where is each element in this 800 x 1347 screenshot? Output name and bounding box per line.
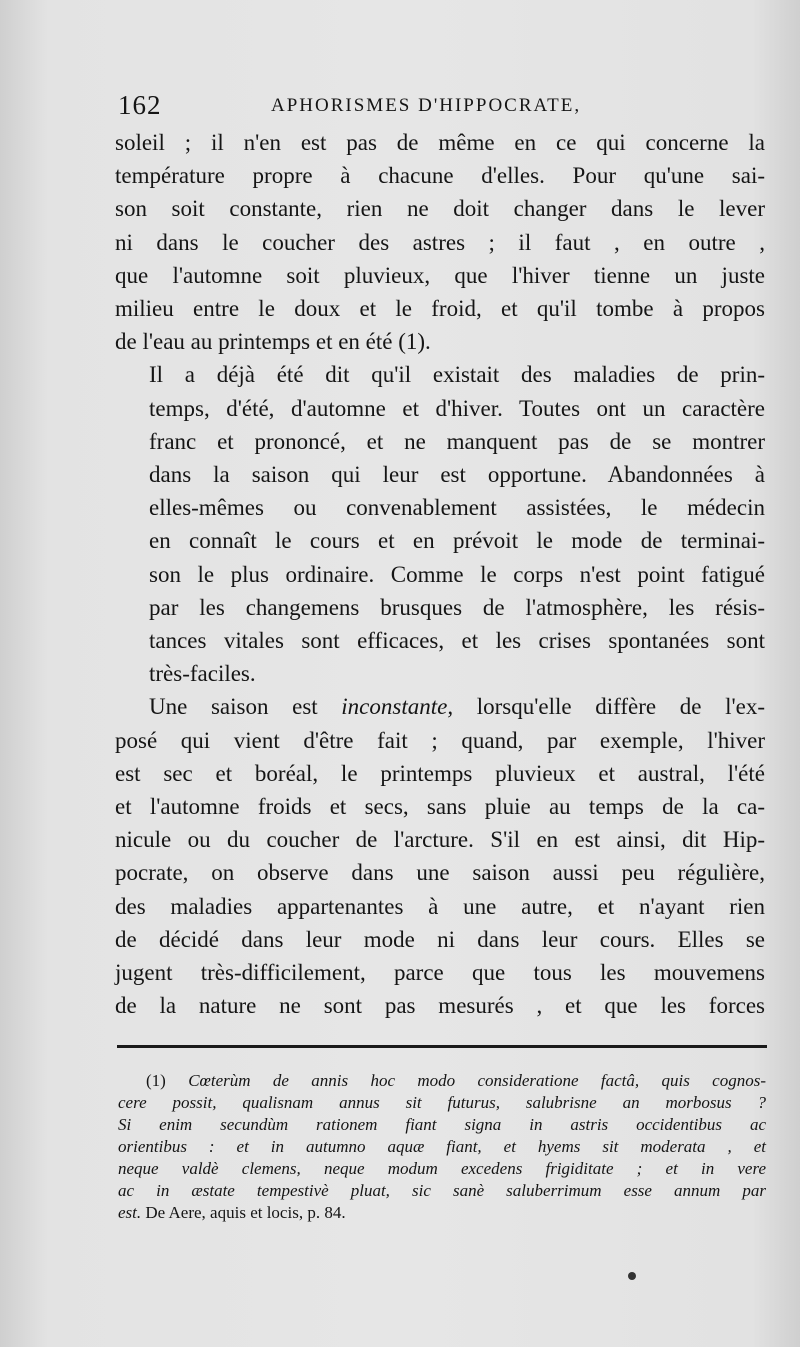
text-line: et l'automne froids et secs, sans pluie au temps de la ca-: [115, 794, 765, 820]
text-line: son soit constante, rien ne doit changer dans le lever: [115, 196, 765, 222]
text-line: de l'eau au printemps et en été (1).: [115, 329, 431, 355]
text-line: dans la saison qui leur est opportune. Abandonnées à: [149, 462, 765, 488]
footnote-line: [118, 1070, 766, 1092]
text-line: pocrate, on observe dans une saison aussi peu régulière,: [115, 860, 765, 886]
text-line: milieu entre le doux et le froid, et qu'il tombe à propos: [115, 296, 765, 322]
emphasized-word: inconstante,: [341, 694, 454, 720]
paragraph-1: [115, 126, 765, 358]
footnote-line: neque valdè clemens, neque modum excedens frigiditate ; et in vere: [118, 1159, 766, 1178]
page-number: 162: [118, 90, 162, 120]
text-line: Il a déjà été dit qu'il existait des maladies de prin-: [149, 362, 765, 388]
text-line: temps, d'été, d'automne et d'hiver. Toutes ont un caractère: [149, 395, 765, 421]
text-line: posé qui vient d'être fait ; quand, par exemple, l'hiver: [115, 727, 765, 753]
footnote-text: Cœterùm de annis hoc modo consideratione factâ, quis cognos-: [188, 1071, 766, 1090]
running-title: APHORISMES D'HIPPOCRATE,: [271, 95, 582, 116]
text-line: son le plus ordinaire. Comme le corps n'est point fatigué: [149, 561, 765, 587]
ink-speck: [628, 1272, 636, 1280]
footnote-line: [118, 1202, 766, 1224]
paragraph-3: [115, 690, 765, 1022]
footnote-marker: (1): [146, 1071, 166, 1090]
text-line: que l'automne soit pluvieux, que l'hiver tienne un juste: [115, 262, 765, 288]
footnote-line: Si enim secundùm rationem fiant signa in astris occidentibus ac: [118, 1115, 766, 1134]
text-line: température propre à chacune d'elles. Pour qu'une sai-: [115, 163, 765, 189]
text-line: [115, 690, 765, 723]
text-line: en connaît le cours et en prévoit le mode de terminai-: [149, 528, 765, 554]
footnote: [118, 1070, 766, 1224]
text-line: est sec et boréal, le printemps pluvieux et austral, l'été: [115, 760, 765, 786]
text-line: jugent très-difficilement, parce que tous les mouvemens: [115, 960, 765, 986]
text-line: nicule ou du coucher de l'arcture. S'il en est ainsi, dit Hip-: [115, 827, 765, 853]
footnote-line: cere possit, qualisnam annus sit futurus, salubrisne an morbosus ?: [118, 1093, 766, 1112]
footnote-text: est.: [118, 1203, 142, 1222]
text-line: tances vitales sont efficaces, et les crises spontanées sont: [149, 628, 765, 654]
text-line: franc et prononcé, et ne manquent pas de se montrer: [149, 428, 765, 454]
text-line: très-faciles.: [149, 661, 256, 687]
main-text: [115, 126, 765, 1022]
text-line: ni dans le coucher des astres ; il faut , en outre ,: [115, 229, 765, 255]
footnote-citation: De Aere, aquis et locis, p. 84.: [141, 1203, 346, 1222]
paragraph-2: [115, 358, 765, 690]
text-line: soleil ; il n'en est pas de même en ce qui concerne la: [115, 130, 765, 155]
footnote-line: orientibus : et in autumno aquæ fiant, et hyems sit moderata , et: [118, 1137, 766, 1156]
text-line: par les changemens brusques de l'atmosphère, les résis-: [149, 594, 765, 620]
text-line: de la nature ne sont pas mesurés , et que les forces: [115, 993, 765, 1019]
page-header: [118, 90, 778, 126]
text-fragment: lorsqu'elle diffère de l'ex-: [453, 694, 765, 720]
footnote-line: ac in æstate tempestivè pluat, sic sanè saluberrimum esse annum par: [118, 1181, 766, 1200]
text-line: des maladies appartenantes à une autre, et n'ayant rien: [115, 893, 765, 919]
footnote-divider: [117, 1045, 767, 1048]
text-line: elles-mêmes ou convenablement assistées, le médecin: [149, 495, 765, 521]
text-fragment: Une saison est: [149, 694, 342, 720]
text-line: de décidé dans leur mode ni dans leur cours. Elles se: [115, 926, 765, 952]
